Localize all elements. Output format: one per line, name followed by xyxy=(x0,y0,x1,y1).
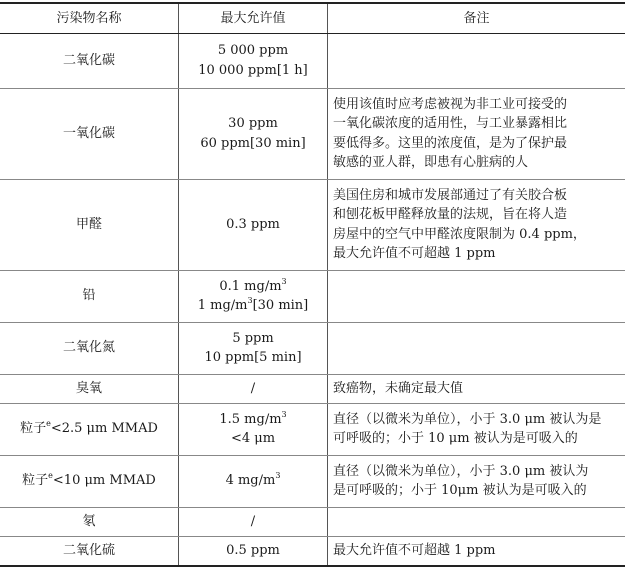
table-row xyxy=(0,507,625,536)
remark xyxy=(328,270,626,322)
pollutant-name: 一氧化碳 xyxy=(0,88,179,179)
max-limit xyxy=(179,536,328,566)
remark-line: 和刨花板甲醛释放量的法规，旨在将人造 xyxy=(333,207,568,222)
remark xyxy=(328,88,626,179)
remark xyxy=(328,507,626,536)
limit-line: 0.1 $mg/m^3$ xyxy=(219,276,287,294)
header-remark: 备注 xyxy=(328,3,626,33)
pollutant-name: 氡 xyxy=(0,507,179,536)
max-limit xyxy=(179,179,328,270)
max-limit xyxy=(179,507,328,536)
max-limit xyxy=(179,455,328,507)
pollutant-name: 二氧化硫 xyxy=(0,536,179,566)
superscript: 3 xyxy=(281,409,287,419)
remark-line: 美国住房和城市发展部通过了有关胶合板 xyxy=(333,187,568,203)
max-limit xyxy=(179,403,328,455)
remark-line: 直径（以微米为单位），小于 3.0 μm 被认为 xyxy=(333,463,589,479)
pollutant-limits-table xyxy=(0,2,625,567)
superscript: e xyxy=(46,419,51,429)
remark-line: 敏感的亚人群，即患有心脏病的人 xyxy=(333,155,529,170)
remark-line: 房屋中的空气中甲醛浓度限制为 0.4 ppm， xyxy=(333,226,586,242)
limit-line: 10 ppm[5 min] xyxy=(204,350,302,365)
limit-line: <4 μm xyxy=(230,431,276,446)
remark-line: 致癌物，未确定最大值 xyxy=(333,380,464,396)
remark xyxy=(328,374,626,403)
header-pollutant-name: 污染物名称 xyxy=(0,3,179,33)
limit-line: / xyxy=(250,513,256,529)
pollutant-name: 粒子$^e$<10 μm MMAD xyxy=(0,455,179,507)
pollutant-name: 臭氧 xyxy=(0,374,179,403)
table-row xyxy=(0,536,625,566)
table-row xyxy=(0,322,625,374)
superscript: 3 xyxy=(281,276,287,286)
remark-line: 要低得多。这里的浓度值，是为了保护最 xyxy=(333,135,568,151)
remark-line: 一氧化碳浓度的适用性，与工业暴露相比 xyxy=(333,116,568,131)
max-limit xyxy=(179,322,328,374)
limit-line: 0.5 ppm xyxy=(226,543,280,558)
header-row xyxy=(0,3,625,33)
remark xyxy=(328,322,626,374)
remark-line: 最大允许值不可超越 1 ppm xyxy=(333,543,496,558)
superscript: e xyxy=(48,471,53,481)
pollutant-name: 铅 xyxy=(0,270,179,322)
table-row xyxy=(0,33,625,88)
max-limit xyxy=(179,374,328,403)
remark xyxy=(328,33,626,88)
limit-line: 60 ppm[30 min] xyxy=(200,135,306,151)
header-max-limit: 最大允许值 xyxy=(179,3,328,33)
remark xyxy=(328,179,626,270)
limit-line: 4 $mg/m^3$ xyxy=(225,471,281,489)
remark xyxy=(328,455,626,507)
remark-line: 直径（以微米为单位），小于 3.0 μm 被认为是 xyxy=(333,411,602,427)
table-row xyxy=(0,455,625,507)
limit-line: 1.5 $mg/m^3$ xyxy=(219,409,287,427)
limit-line: / xyxy=(250,380,256,396)
table-row xyxy=(0,374,625,403)
superscript: 3 xyxy=(247,296,253,305)
limit-line: 1 $mg/m^3[30$ min] xyxy=(197,296,309,313)
limit-line: 5 000 ppm xyxy=(217,43,289,58)
limit-line: 0.3 ppm xyxy=(226,216,280,232)
limit-line: 30 ppm xyxy=(228,116,278,131)
remark-line: 可呼吸的；小于 10 μm 被认为是可吸入的 xyxy=(333,431,578,446)
remark-line: 使用该值时应考虑被视为非工业可接受的 xyxy=(333,96,568,112)
table-row xyxy=(0,88,625,179)
table-row xyxy=(0,179,625,270)
remark-line: 最大允许值不可超越 1 ppm xyxy=(333,246,496,261)
remark-line: 是可呼吸的；小于 10μm 被认为是可吸入的 xyxy=(333,483,587,498)
remark xyxy=(328,403,626,455)
pollutant-name: 甲醛 xyxy=(0,179,179,270)
max-limit xyxy=(179,270,328,322)
table-row xyxy=(0,270,625,322)
max-limit xyxy=(179,88,328,179)
superscript: 3 xyxy=(275,471,281,481)
table-row xyxy=(0,403,625,455)
limit-line: 10 000 ppm[1 h] xyxy=(198,62,308,78)
pollutant-name: 粒子$^e$<2.5 μm MMAD xyxy=(0,403,179,455)
limit-line: 5 ppm xyxy=(232,330,274,346)
pollutant-name: 二氧化碳 xyxy=(0,33,179,88)
max-limit xyxy=(179,33,328,88)
pollutant-name: 二氧化氮 xyxy=(0,322,179,374)
remark xyxy=(328,536,626,566)
